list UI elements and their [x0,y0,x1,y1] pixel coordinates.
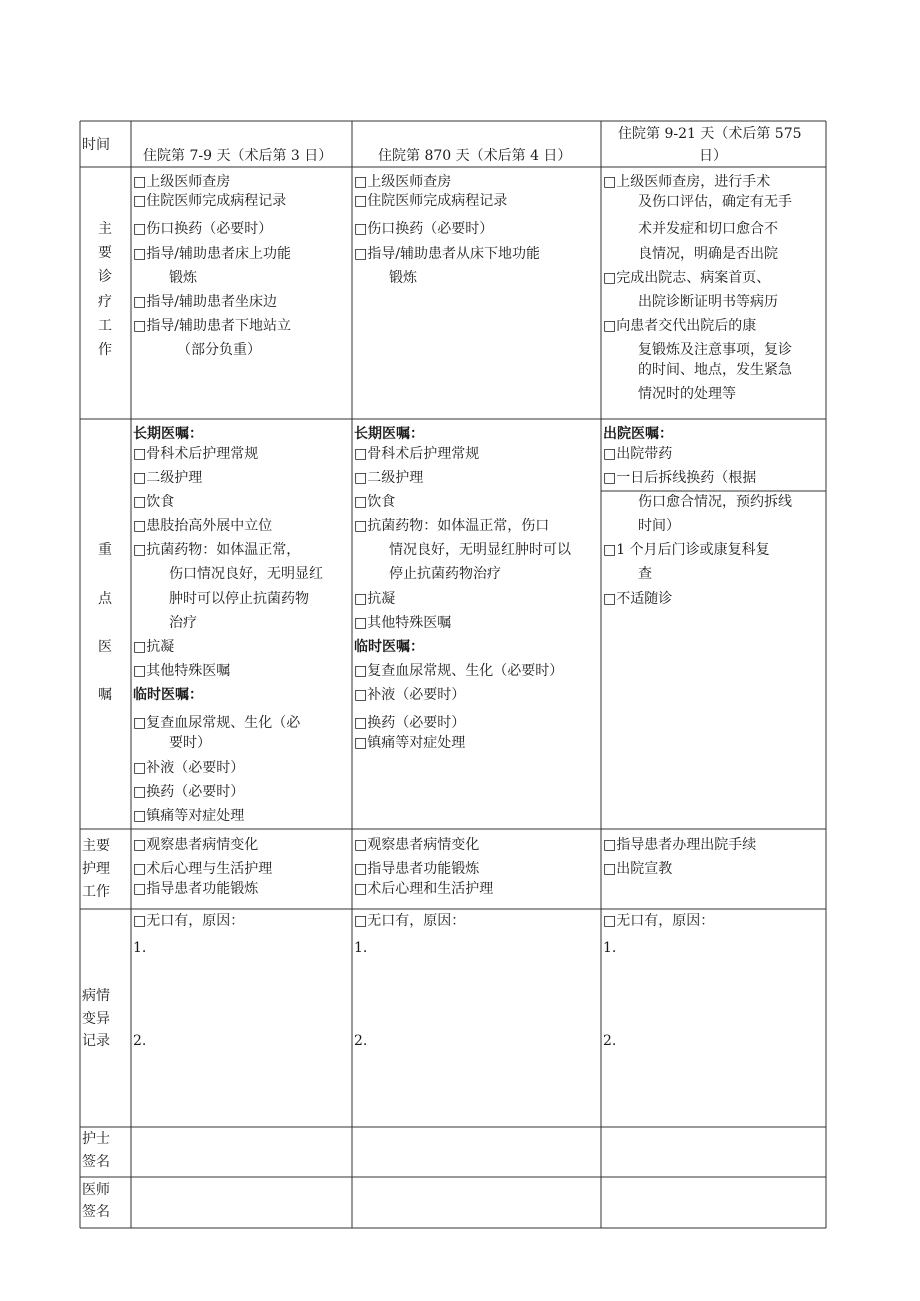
orders-col3-item: 时间） [638,518,680,534]
main-work-label-char: 主 [98,221,112,237]
nurse-sign-label: 签名 [82,1154,110,1170]
orders-col2-item: 停止抗菌药物治疗 [389,566,501,582]
variance-col3-item1: 1. [603,940,617,956]
main-col2-item: □住院医师完成病程记录 [354,193,508,209]
orders-col1-item: □骨科术后护理常规 [133,446,259,462]
orders-col2-item: 临时医嘱： [354,639,424,655]
main-work-label-char: 疗 [98,294,112,310]
orders-col2-item: □抗凝 [354,591,396,607]
main-col3-item: 术并发症和切口愈合不 [638,221,778,237]
orders-col1-item: □抗菌药物：如体温正常， [133,542,301,558]
main-col3-item: □上级医师查房，进行手术 [603,174,771,190]
main-col3-item: 及伤口评估，确定有无手 [638,194,792,210]
nursing-col3-item: □出院宣教 [603,861,673,877]
orders-col3-item: 出院医嘱： [603,426,673,442]
orders-col2-item: □补液（必要时） [354,687,466,703]
orders-col1-item: □补液（必要时） [133,760,245,776]
main-col3-item: 的时间、地点，发生紧急 [638,362,792,378]
orders-col2-item: □抗菌药物：如体温正常，伤口 [354,518,550,534]
orders-col2-item: □镇痛等对症处理 [354,735,466,751]
main-col3-item: □向患者交代出院后的康 [603,318,757,334]
orders-col1-item: 临时医嘱： [133,687,203,703]
orders-label-char: 重 [98,542,112,558]
main-col3-item: 情况时的处理等 [638,386,736,402]
orders-col2-item: □换药（必要时） [354,715,466,731]
orders-col3-item: □一日后拆线换药（根据 [603,470,757,486]
main-col1-item: （部分负重） [177,342,261,358]
orders-col3-item: 伤口愈合情况，预约拆线 [638,494,792,510]
orders-col1-item: □其他特殊医嘱 [133,663,231,679]
col2-header: 住院第 870 天（术后第 4 日） [378,148,572,164]
main-col1-item: □指导/辅助患者坐床边 [133,294,277,310]
orders-col1-item: □抗凝 [133,639,175,655]
orders-col1-item: 长期医嘱： [133,426,203,442]
orders-label-char: 嘱 [98,687,112,703]
main-col1-item: □指导/辅助患者床上功能 [133,246,291,262]
orders-col1-item: □二级护理 [133,470,203,486]
orders-col3-item: □1 个月后门诊或康复科复 [603,542,770,558]
main-col1-item: □上级医师查房 [133,174,231,190]
nursing-col1-item: □指导患者功能锻炼 [133,881,259,897]
variance-col2-none[interactable]: □无口有，原因： [354,913,466,929]
variance-col1-item2: 2. [133,1033,147,1049]
orders-col1-item: □患肢抬高外展中立位 [133,518,273,534]
orders-col2-item: □骨科术后护理常规 [354,446,480,462]
nursing-label-line: 主要 [82,838,110,854]
variance-col1-none[interactable]: □无口有，原因： [133,913,245,929]
main-col1-item: □指导/辅助患者下地站立 [133,318,291,334]
col3-header-line2: 日） [699,148,727,164]
orders-col2-item: □复查血尿常规、生化（必要时） [354,663,564,679]
nursing-col1-item: □观察患者病情变化 [133,837,259,853]
doctor-sign-label: 医师 [82,1182,110,1198]
nursing-label-line: 护理 [82,861,110,877]
orders-col1-item: □复查血尿常规、生化（必 [133,715,301,731]
main-col3-item: 复锻炼及注意事项，复诊 [638,342,792,358]
variance-col2-item1: 1. [354,940,368,956]
orders-label-char: 医 [98,639,112,655]
main-work-label-char: 工 [98,318,112,334]
main-col1-item: 锻炼 [169,270,197,286]
col1-header: 住院第 7-9 天（术后第 3 日） [143,148,333,164]
nursing-col2-item: □观察患者病情变化 [354,837,480,853]
orders-col2-item: □二级护理 [354,470,424,486]
orders-col1-item: 要时） [169,735,211,751]
main-col2-item: □指导/辅助患者从床下地功能 [354,246,540,262]
main-col2-item: □伤口换药（必要时） [354,221,494,237]
main-col2-item: □上级医师查房 [354,174,452,190]
orders-col3-item: □出院带药 [603,446,673,462]
main-col3-item: □完成出院志、病案首页、 [603,270,771,286]
orders-col3-item: 查 [638,566,652,582]
orders-col2-item: □饮食 [354,494,396,510]
orders-col1-item: □饮食 [133,494,175,510]
orders-col2-item: 长期医嘱： [354,426,424,442]
nursing-col2-item: □指导患者功能锻炼 [354,861,480,877]
main-col3-item: 良情况，明确是否出院 [638,246,778,262]
orders-col1-item: 治疗 [169,615,197,631]
variance-label-line: 记录 [82,1033,110,1049]
nurse-sign-label: 护士 [82,1131,110,1147]
orders-col2-item: 情况良好，无明显红肿时可以 [389,542,571,558]
nursing-col2-item: □术后心理和生活护理 [354,881,494,897]
time-header: 时间 [82,137,110,153]
orders-col2-item: □其他特殊医嘱 [354,615,452,631]
doctor-sign-label: 签名 [82,1204,110,1220]
main-work-label-char: 诊 [98,269,112,285]
main-work-label-char: 要 [98,245,112,261]
nursing-label-line: 工作 [82,884,110,900]
variance-col3-none[interactable]: □无口有，原因： [603,913,715,929]
main-col2-item: 锻炼 [389,270,417,286]
variance-label-line: 变异 [82,1011,110,1027]
orders-col1-item: 肿时可以停止抗菌药物 [169,591,309,607]
nursing-col3-item: □指导患者办理出院手续 [603,837,757,853]
main-col1-item: □伤口换药（必要时） [133,221,273,237]
variance-col2-item2: 2. [354,1033,368,1049]
col3-header-line1: 住院第 9-21 天（术后第 575 [618,126,802,142]
orders-col1-item: 伤口情况良好，无明显红 [169,566,323,582]
orders-col3-item: □不适随诊 [603,591,673,607]
variance-col1-item1: 1. [133,940,147,956]
main-work-label-char: 作 [98,342,112,358]
variance-label-line: 病情 [82,988,110,1004]
variance-col3-item2: 2. [603,1033,617,1049]
orders-col1-item: □镇痛等对症处理 [133,808,245,824]
main-col3-item: 出院诊断证明书等病历 [638,294,778,310]
nursing-col1-item: □术后心理与生活护理 [133,861,273,877]
main-col1-item: □住院医师完成病程记录 [133,193,287,209]
orders-col1-item: □换药（必要时） [133,784,245,800]
orders-label-char: 点 [98,591,112,607]
